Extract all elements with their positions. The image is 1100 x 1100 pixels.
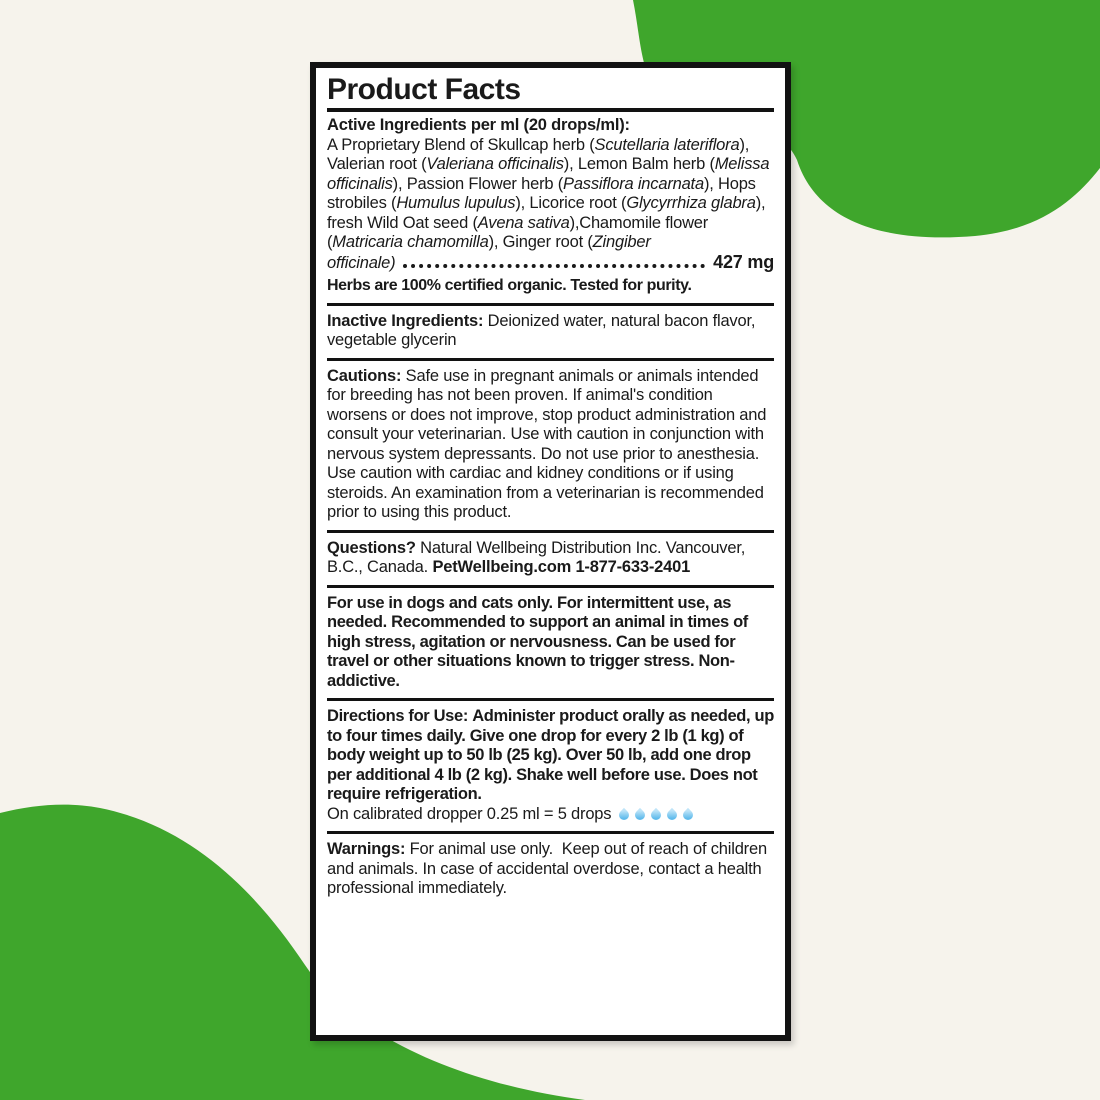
- title-divider: [327, 108, 774, 112]
- blend-text: ), Hops strobiles (: [327, 174, 756, 212]
- directions-text: Administer product orally as needed, up to four times daily. Give one drop for every 2 lb (1 kg) of body weight up to 50 lb (25 kg). Over 50 lb, add one drop per additional 4 lb (2 kg). Shake well before use. Does not require refrigeration.: [327, 707, 774, 803]
- active-ingredients-section: [327, 116, 774, 296]
- blend-text: ),Chamomile flower (: [327, 213, 709, 251]
- cautions-text: Safe use in pregnant animals or animals intended for breeding has not been proven. If animal's condition worsens or does not improve, stop product administration and consult your veterinarian. Use with caution in conjunction with nervous system depressants. Do not use prior to anesthesia. Use caution with cardiac and kidney conditions or if using steroids. An examination from a veterinarian is recommended prior to using this product.: [327, 366, 767, 521]
- botanical-name: Avena sativa: [477, 213, 570, 232]
- questions-section: [327, 539, 774, 578]
- botanical-name: Zingiber: [592, 233, 651, 251]
- botanical-name: Scutellaria lateriflora: [594, 135, 740, 154]
- water-drop-icons: [616, 805, 696, 823]
- botanical-name: Glycyrrhiza glabra: [626, 194, 756, 212]
- product-facts-label: [310, 62, 791, 1041]
- active-amount-row: [327, 253, 774, 274]
- blend-text: ), Passion Flower herb (: [392, 174, 564, 193]
- section-divider: [327, 530, 774, 533]
- warnings-text: For animal use only. Keep out of reach of children and animals. In case of accidental overdose, contact a health professional immediately.: [327, 840, 767, 897]
- water-drop-icon: [665, 807, 679, 821]
- water-drop-icon: [633, 807, 647, 821]
- blend-text: A Proprietary Blend of Skullcap herb (: [327, 135, 595, 154]
- botanical-name: Humulus lupulus: [396, 194, 516, 212]
- dropper-note: On calibrated dropper 0.25 ml = 5 drops: [327, 804, 612, 823]
- phone-number: 1-877-633-2401: [575, 558, 691, 576]
- botanical-name: Passiflora incarnata: [563, 174, 704, 193]
- inactive-ingredients-section: [327, 312, 774, 351]
- water-drop-icon: [649, 807, 663, 821]
- inactive-ingredients-heading: Inactive Ingredients:: [327, 311, 484, 330]
- questions-heading: Questions?: [327, 538, 416, 557]
- inactive-ingredients-text: Deionized water, natural bacon flavor, vegetable glycerin: [327, 311, 756, 349]
- website-text: PetWellbeing.com: [432, 558, 572, 576]
- dotted-leader: [403, 264, 705, 268]
- water-drop-icon: [681, 807, 695, 821]
- section-divider: [327, 698, 774, 701]
- section-divider: [327, 358, 774, 361]
- warnings-section: [327, 840, 774, 899]
- blend-text: ), Valerian root (: [327, 135, 750, 173]
- cautions-heading: Cautions:: [327, 366, 402, 385]
- warnings-heading: Warnings:: [327, 840, 406, 858]
- blend-tail-text: officinale): [327, 253, 396, 272]
- label-title: Product Facts: [327, 73, 521, 106]
- active-amount-value: 427 mg: [713, 251, 774, 272]
- usage-text: For use in dogs and cats only. For intermittent use, as needed. Recommended to support an animal in times of high stress, agitation or nervousness. Can be used for travel or other situations known to trigger stress. Non-addictive.: [327, 593, 748, 690]
- blend-text: ), Lemon Balm herb (: [563, 155, 715, 173]
- organic-note: Herbs are 100% certified organic. Tested for purity.: [327, 277, 692, 294]
- blend-text: ), Ginger root (: [488, 233, 593, 251]
- active-blend-text: [327, 136, 774, 253]
- active-ingredients-heading: Active Ingredients per ml (20 drops/ml):: [327, 116, 630, 134]
- botanical-name: Matricaria chamomilla: [332, 233, 489, 251]
- directions-heading: Directions for Use:: [327, 707, 468, 725]
- blend-text: ), Licorice root (: [515, 194, 627, 212]
- company-text: Natural Wellbeing Distribution Inc. Vancouver, B.C., Canada.: [327, 538, 746, 576]
- water-drop-icon: [617, 807, 631, 821]
- section-divider: [327, 303, 774, 306]
- cautions-section: [327, 367, 774, 523]
- usage-section: [327, 594, 774, 692]
- section-divider: [327, 831, 774, 834]
- directions-section: [327, 707, 774, 824]
- blend-text: ), fresh Wild Oat seed (: [327, 194, 766, 232]
- section-divider: [327, 585, 774, 588]
- botanical-name: Melissa officinalis: [327, 155, 770, 193]
- botanical-name: Valeriana officinalis: [426, 155, 564, 173]
